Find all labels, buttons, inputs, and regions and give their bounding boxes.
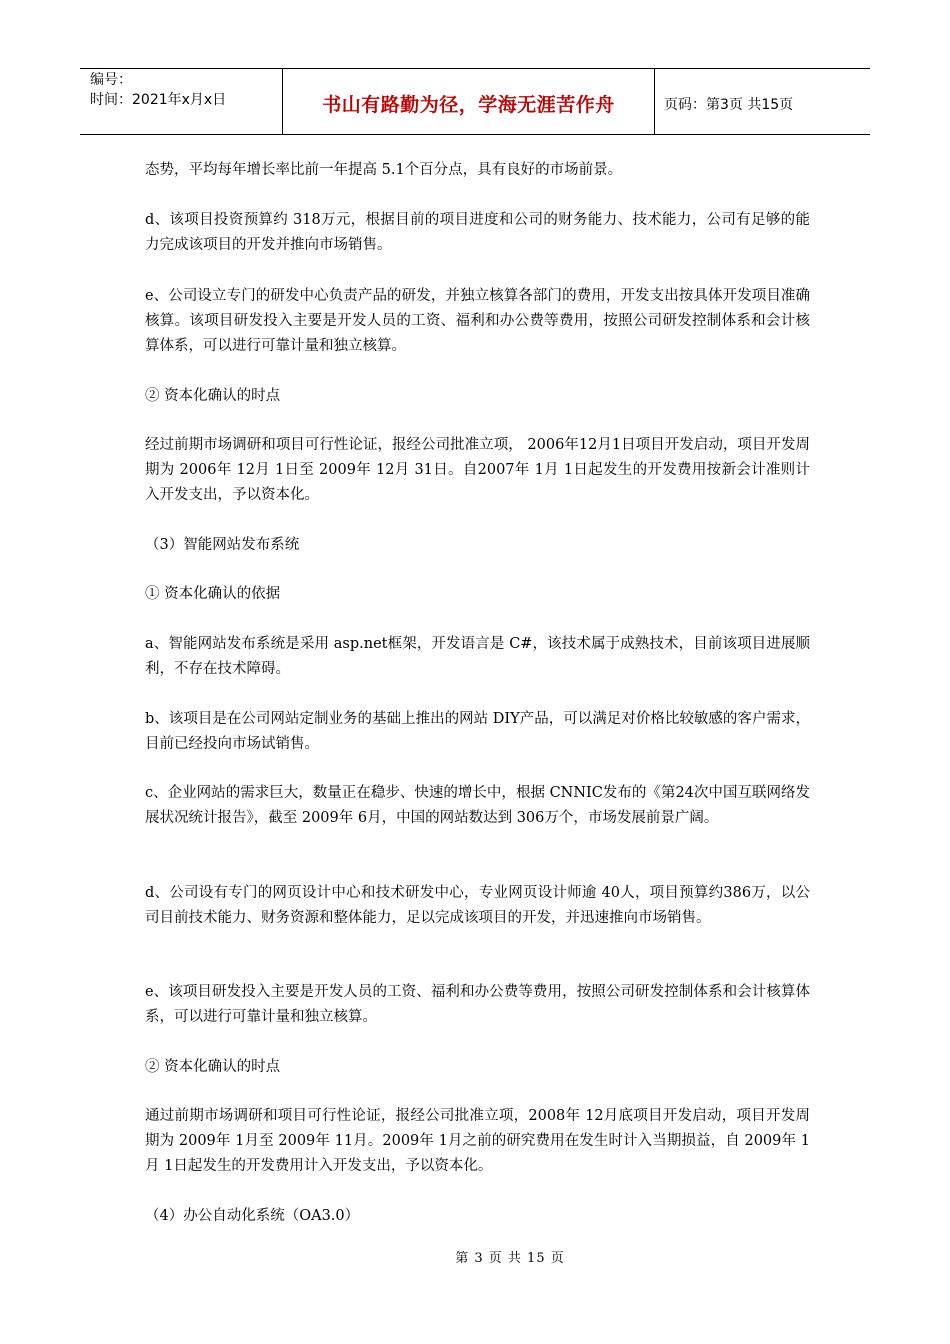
page-header [80,68,870,135]
header-page-info: 页码：第3页 共15页 [664,97,794,113]
section-subheading: ① 资本化确认的依据 [145,586,281,602]
section-subheading: ② 资本化确认的时点 [145,388,281,404]
section-subheading: ② 资本化确认的时点 [145,1059,281,1075]
header-motto-cell [283,69,655,135]
section-heading: （3）智能网站发布系统 [145,537,300,553]
paragraph: a、智能网站发布系统是采用 asp.net框架，开发语言是 C#，该技术属于成熟技术，目前该项目进展顺利，不存在技术障碍。 [145,636,810,677]
header-page-cell [655,69,870,135]
paragraph: 态势，平均每年增长率比前一年提高 5.1个百分点，具有良好的市场前景。 [145,162,623,178]
header-motto: 书山有路勤为径，学海无涯苦作舟 [322,94,615,116]
paragraph: d、该项目投资预算约 318万元，根据目前的项目进度和公司的财务能力、技术能力，公司有足够的能力完成该项目的开发并推向市场销售。 [145,212,810,253]
paragraph: 通过前期市场调研和项目可行性论证，报经公司批准立项，2008年 12月底项目开发启动，项目开发周期为 2009年 1月至 2009年 11月。2009年 1月之前的研究费用在发生时计入当期损益，自 2009年 1月 1日起发生的开发费用计入开发支出，予以资本化。 [145,1108,810,1174]
paragraph: 经过前期市场调研和项目可行性论证，报经公司批准立项， 2006年12月1日项目开发启动，项目开发周期为 2006年 12月 1日至 2009年 12月 31日。自2007年 1月 1日起发生的开发费用按新会计准则计入开发支出，予以资本化。 [145,437,810,503]
document-date: 时间：2021年x月x日 [90,92,227,108]
paragraph: e、该项目研发投入主要是开发人员的工资、福利和办公费等费用，按照公司研发控制体系和会计核算体系，可以进行可靠计量和独立核算。 [145,984,810,1025]
section-heading: （4）办公自动化系统（OA3.0） [145,1208,360,1224]
header-meta-cell [80,69,283,135]
paragraph: d、公司设有专门的网页设计中心和技术研发中心，专业网页设计师逾 40人，项目预算约386万，以公司目前技术能力、财务资源和整体能力，足以完成该项目的开发，并迅速推向市场销售。 [145,885,810,926]
page-footer: 第 3 页 共 15 页 [455,1251,565,1266]
paragraph: c、企业网站的需求巨大，数量正在稳步、快速的增长中，根据 CNNIC发布的《第24次中国互联网络发展状况统计报告》，截至 2009年 6月，中国的网站数达到 306万个，市场发展前景广阔。 [145,785,810,826]
paragraph: b、该项目是在公司网站定制业务的基础上推出的网站 DIY产品，可以满足对价格比较敏感的客户需求，目前已经投向市场试销售。 [145,711,810,752]
document-id-label: 编号： [90,72,132,88]
paragraph: e、公司设立专门的研发中心负责产品的研发，并独立核算各部门的费用，开发支出按具体开发项目准确核算。该项目研发投入主要是开发人员的工资、福利和办公费等费用，按照公司研发控制体系和会计核算体系，可以进行可靠计量和独立核算。 [145,288,810,354]
